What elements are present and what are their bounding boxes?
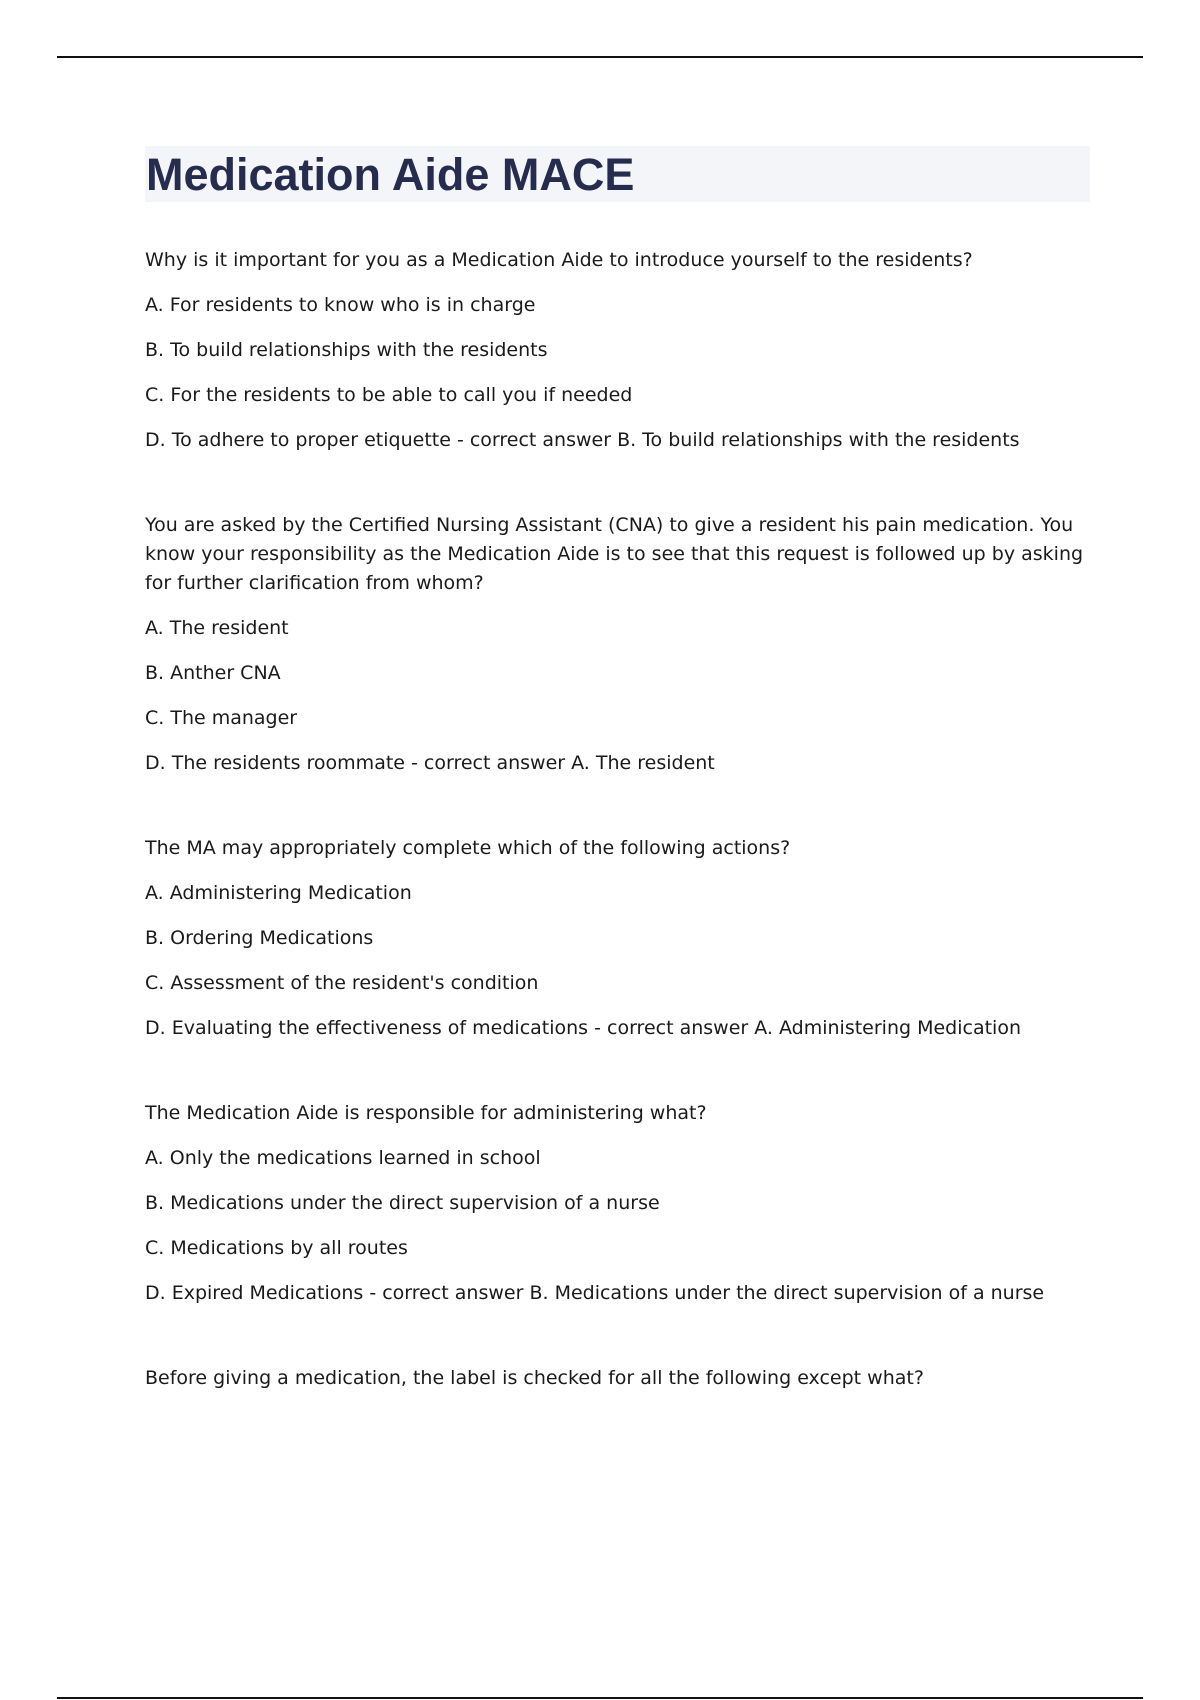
answer-option: B. To build relationships with the residents: [145, 339, 548, 361]
answer-option: C. For the residents to be able to call you if needed: [145, 384, 633, 406]
document-title: Medication Aide MACE: [146, 148, 635, 200]
footer-rule: [57, 1697, 1143, 1699]
question-block-1: [145, 246, 1090, 455]
document-body: [145, 146, 1090, 1449]
answer-option: B. Medications under the direct supervision of a nurse: [145, 1192, 660, 1214]
question-text: Why is it important for you as a Medication Aide to introduce yourself to the residents?: [145, 249, 973, 271]
header-rule: [57, 56, 1143, 58]
answer-option: D. To adhere to proper etiquette - correct answer B. To build relationships with the residents: [145, 429, 1020, 451]
answer-option: A. Administering Medication: [145, 882, 412, 904]
answer-option: B. Anther CNA: [145, 662, 281, 684]
answer-option: D. Expired Medications - correct answer B. Medications under the direct supervision of a nurse: [145, 1282, 1045, 1304]
answer-option: C. The manager: [145, 707, 298, 729]
question-block-2: [145, 511, 1090, 778]
answer-option: C. Medications by all routes: [145, 1237, 408, 1259]
answer-option: D. The residents roommate - correct answer A. The resident: [145, 752, 715, 774]
answer-option: A. Only the medications learned in school: [145, 1147, 541, 1169]
question-text: You are asked by the Certified Nursing Assistant (CNA) to give a resident his pain medication. You know your responsibility as the Medication Aide is to see that this request is followed up by asking for further clarification from whom?: [145, 514, 1084, 594]
answer-option: A. For residents to know who is in charge: [145, 294, 536, 316]
question-block-4: [145, 1099, 1090, 1308]
answer-option: C. Assessment of the resident's condition: [145, 972, 539, 994]
answer-option: D. Evaluating the effectiveness of medications - correct answer A. Administering Medication: [145, 1017, 1021, 1039]
question-text: The Medication Aide is responsible for administering what?: [145, 1102, 707, 1124]
answer-option: A. The resident: [145, 617, 289, 639]
question-text: Before giving a medication, the label is checked for all the following except what?: [145, 1367, 924, 1389]
question-block-3: [145, 834, 1090, 1043]
answer-option: B. Ordering Medications: [145, 927, 374, 949]
question-text: The MA may appropriately complete which of the following actions?: [145, 837, 791, 859]
question-block-5: [145, 1364, 1090, 1393]
title-band: [145, 146, 1090, 202]
